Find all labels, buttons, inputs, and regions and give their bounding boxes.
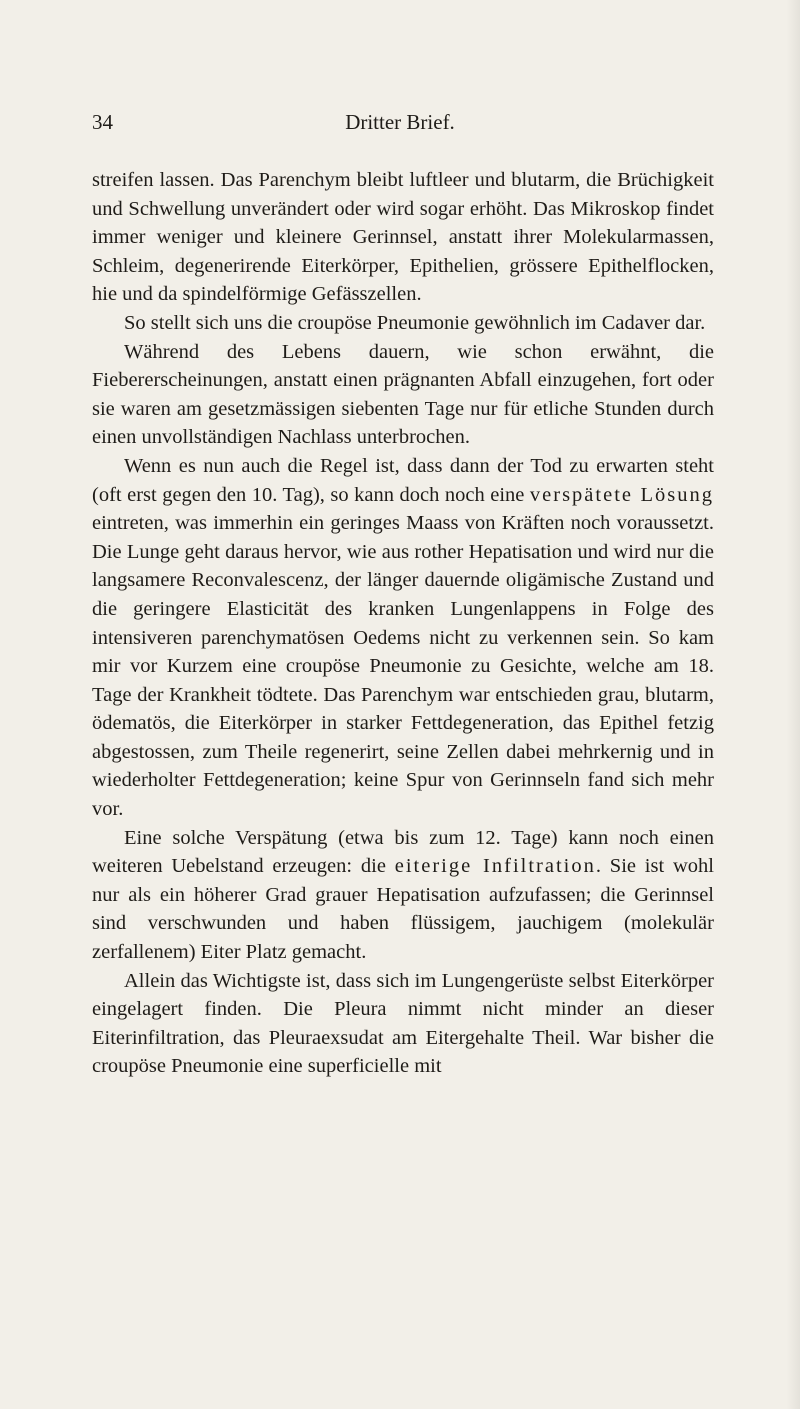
page-number: 34	[92, 110, 113, 134]
running-head	[92, 108, 708, 136]
text-segment: So stellt sich uns die croupöse Pneumonie gewöhnlich im Cadaver dar.	[124, 311, 706, 334]
paragraph-1	[92, 166, 714, 309]
paragraph-3	[92, 338, 714, 452]
paragraph-6	[92, 967, 714, 1081]
text-segment: Während des Lebens dauern, wie schon erwähnt, die Fiebererscheinungen, anstatt einen prägnanten Abfall einzugehen, fort oder sie waren am gesetzmässigen siebenten Tage nur für etliche Stunden durch einen unvollständigen Nachlass unterbrochen.	[92, 340, 714, 449]
running-title: Dritter Brief.	[345, 110, 455, 134]
emphasized-term: verspätete Lösung	[529, 483, 715, 506]
text-segment: streifen lassen. Das Parenchym bleibt luftleer und blutarm, die Brüchigkeit und Schwellung unverändert oder wird sogar erhöht. Das Mikroskop findet immer weniger und kleinere Gerinnsel, anstatt ihrer Molekularmassen, Schleim, degenerirende Eiterkörper, Epithelien, grössere Epithelflocken, hie und da spindelförmige Gefässzellen.	[92, 169, 714, 306]
paragraph-5	[92, 824, 714, 967]
text-segment: Wenn es nun auch die Regel ist, dass dann der Tod zu erwarten steht (oft erst gegen den 10. Tag), so kann doch noch eine	[92, 454, 714, 506]
paragraph-4	[92, 452, 714, 824]
text-segment: eintreten, was immerhin ein geringes Maass von Kräften noch voraussetzt. Die Lunge geht daraus hervor, wie aus rother Hepatisation und wird nur die langsamere Reconvalescenz, der länger dauernde oligämische Zustand und die geringere Elasticität des kranken Lungenlappens in Folge des intensiveren parenchymatösen Oedems nicht zu verkennen sein. So kam mir vor Kurzem eine croupöse Pneumonie zu Gesichte, welche am 18. Tage der Krankheit tödtete. Das Parenchym war entschieden grau, blutarm, ödematös, die Eiterkörper in starker Fettdegeneration, das Epithel fetzig abgestossen, zum Theile regenerirt, seine Zellen dabei mehrkernig und in wiederholter Fettdegeneration; keine Spur von Gerinnseln fand sich mehr vor.	[92, 512, 714, 821]
body-text	[92, 166, 714, 1081]
text-segment: Allein das Wichtigste ist, dass sich im Lungengerüste selbst Eiterkörper eingelagert finden. Die Pleura nimmt nicht minder an dieser Eiterinfiltration, das Pleuraexsudat am Eitergehalte Theil. War bisher die croupöse Pneumonie eine superficielle mit	[92, 969, 714, 1078]
text-segment: . Sie ist wohl nur als ein höherer Grad grauer Hepatisation aufzufassen; die Gerinnsel sind verschwunden und haben flüssigem, jauchigem (molekulär zerfallenem) Eiter Platz gemacht.	[92, 855, 714, 964]
paragraph-2	[92, 309, 714, 338]
emphasized-term: eiterige Infiltration	[394, 855, 596, 878]
page-edge-shadow	[786, 0, 800, 1409]
text-segment: Eine solche Verspätung (etwa bis zum 12. Tage) kann noch einen weiteren Uebelstand erzeugen: die	[92, 826, 714, 878]
